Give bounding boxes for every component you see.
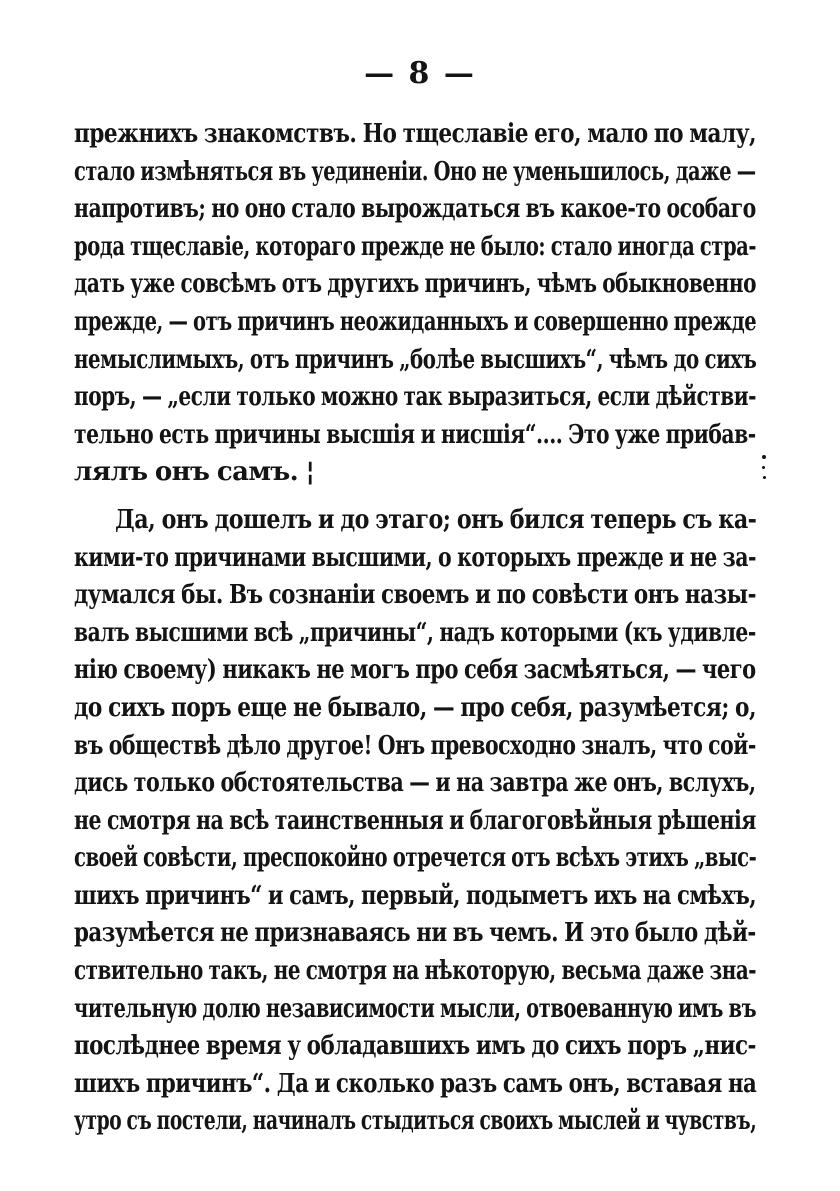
text-line: напротивъ; но оно стало вырождаться въ какое-то особаго [74, 194, 756, 225]
page-number: — 8 — [364, 56, 476, 91]
text-line: тельно есть причины высшія и нисшія“.... Это уже прибав- [74, 419, 756, 450]
text-line: нію своему) никакъ не могъ про себя засмѣяться, — чего [74, 655, 756, 686]
text-line: стало измѣняться въ уединеніи. Оно не уменьшилось, даже — [74, 156, 756, 187]
text-line: утро съ постели, начиналъ стыдиться своихъ мыслей и чувствъ, [74, 1106, 757, 1137]
paragraph [74, 502, 756, 1141]
text-line: думался бы. Въ сознаніи своемъ и по совѣсти онъ назы- [74, 580, 757, 611]
margin-mark [762, 466, 765, 469]
paragraph [74, 116, 756, 492]
text-line: въ обществѣ дѣло другое! Онъ превосходно зналъ, что сой- [74, 730, 756, 761]
text-line: послѣднее время у обладавшихъ имъ до сихъ поръ „нис- [74, 1031, 756, 1062]
text-line: кими-то причинами высшими, о которыхъ прежде и не за- [74, 542, 757, 573]
text-line: дись только обстоятельства — и на завтра же онъ, вслухъ, [74, 768, 756, 799]
text-line: разумѣется не признаваясь ни въ чемъ. И это было дѣй- [74, 918, 756, 949]
margin-mark [762, 455, 766, 459]
text-line: поръ, — „если только можно так выразиться, если дѣйстви- [74, 382, 756, 413]
body-text [74, 116, 756, 1141]
text-line: шихъ причинъ“. Да и сколько разъ самъ онъ, вставая на [74, 1068, 757, 1099]
text-line: немыслимыхъ, отъ причинъ „болѣе высшихъ“, чѣмъ до сихъ [74, 344, 757, 375]
text-line: валъ высшими всѣ „причины“, надъ которыми (къ удивле- [74, 617, 756, 648]
text-line: до сихъ поръ еще не бывало, — про себя, разумѣется; о, [74, 692, 757, 723]
text-line: прежде, — отъ причинъ неожиданныхъ и совершенно прежде [74, 306, 757, 337]
text-line: не смотря на всѣ таинственныя и благоговѣйныя рѣшенія [74, 805, 756, 836]
text-line: дать уже совсѣмъ отъ другихъ причинъ, чѣмъ обыкновенно [74, 269, 757, 300]
text-line: лялъ онъ самъ. ¦ [74, 457, 315, 488]
text-line: ствительно такъ, не смотря на нѣкоторую, весьма даже зна- [74, 956, 757, 987]
text-line: Да, онъ дошелъ и до этаго; онъ бился теперь съ ка- [114, 504, 757, 535]
paragraph-gap [74, 492, 756, 502]
text-line: прежнихъ знакомствъ. Но тщеславіе его, мало по малу, [74, 119, 757, 149]
text-line: своей совѣсти, преспокойно отречется отъ всѣхъ этихъ „выс- [74, 843, 757, 874]
text-line: чительную долю независимости мысли, отвоеванную имъ въ [74, 993, 757, 1024]
margin-mark [763, 476, 766, 479]
text-line: шихъ причинъ“ и самъ, первый, подыметъ ихъ на смѣхъ, [74, 880, 757, 911]
text-line: рода тщеславіе, котораго прежде не было: стало иногда стра- [74, 231, 757, 262]
